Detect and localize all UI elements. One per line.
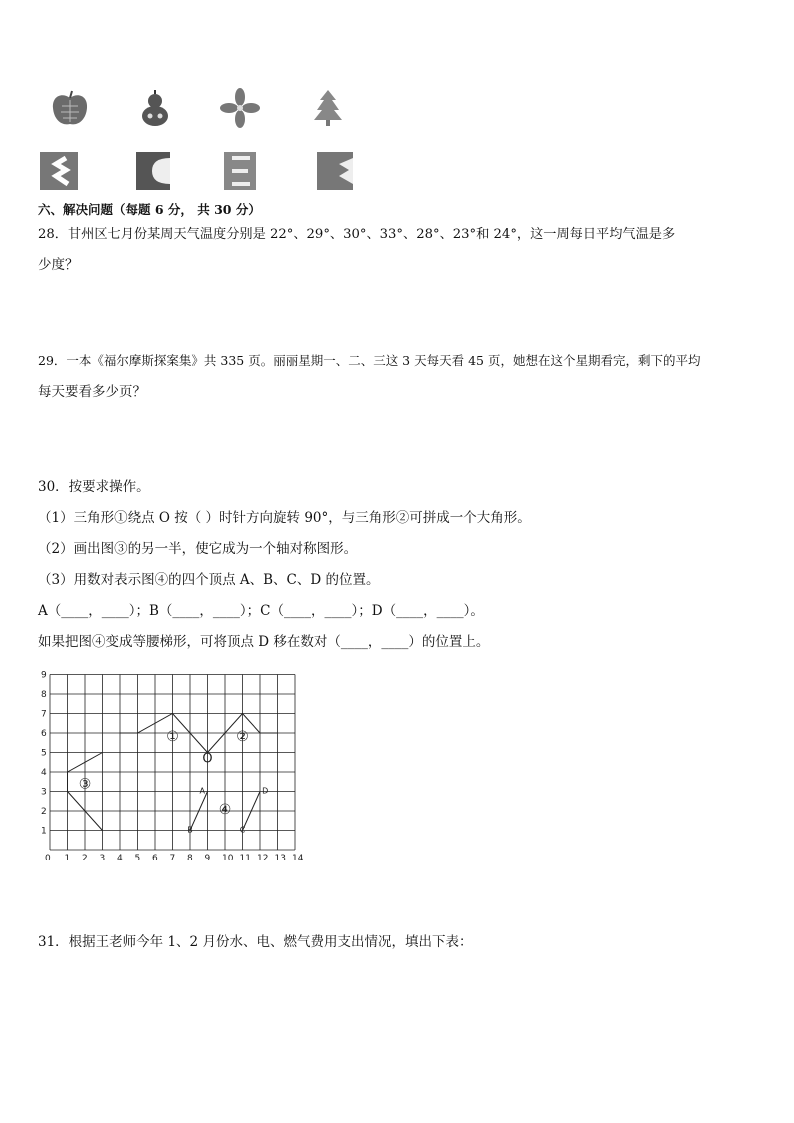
x-tick-label: 14 — [292, 854, 304, 860]
label-point-c: C — [239, 825, 246, 835]
coordinate-grid — [30, 660, 310, 860]
y-tick-label: 9 — [41, 670, 47, 681]
tree-icon — [306, 86, 350, 130]
y-tick-label: 2 — [41, 807, 47, 817]
x-tick-label: 7 — [169, 854, 176, 860]
q30-item1: （1）三角形①绕点 O 按（ ）时针方向旋转 90°，与三角形②可拼成一个大角形。 — [38, 510, 531, 526]
x-tick-label: 0 — [45, 854, 51, 860]
q30-item2: （2）画出图③的另一半，使它成为一个轴对称图形。 — [38, 541, 358, 557]
x-tick-label: 5 — [134, 854, 141, 860]
label-point-d: D — [262, 786, 269, 796]
paper-cut-c-icon — [130, 148, 174, 192]
flower-icon — [218, 86, 262, 130]
x-tick-label: 3 — [99, 854, 106, 860]
y-tick-label: 8 — [41, 690, 47, 700]
label-shape-4: ④ — [218, 801, 232, 818]
label-point-a: A — [199, 786, 205, 796]
apple-icon — [48, 86, 92, 130]
paper-cut-e2-icon — [220, 148, 264, 192]
x-tick-label: 13 — [274, 854, 286, 860]
y-tick-label: 6 — [41, 729, 47, 739]
label-shape-3: ③ — [78, 776, 92, 793]
q31-line1: 31．根据王老师今年 1、2 月份水、电、燃气费用支出情况，填出下表： — [38, 934, 473, 950]
q28-line2: 少度？ — [38, 257, 79, 273]
x-tick-label: 1 — [64, 854, 71, 860]
paper-cut-e3-icon — [313, 148, 357, 192]
x-tick-label: 12 — [257, 854, 269, 860]
section-title: 六、解决问题（每题 6 分， 共 30 分） — [38, 202, 261, 217]
label-shape-2: ② — [236, 728, 249, 745]
y-tick-label: 1 — [41, 826, 47, 837]
y-tick-label: 4 — [41, 768, 47, 778]
q30-item3: （3）用数对表示图④的四个顶点 A、B、C、D 的位置。 — [38, 572, 380, 588]
y-tick-label: 3 — [41, 787, 47, 798]
x-tick-label: 2 — [82, 854, 88, 860]
x-tick-label: 9 — [204, 854, 211, 860]
x-tick-label: 10 — [222, 854, 234, 860]
gourd-icon — [133, 86, 177, 130]
x-tick-label: 11 — [239, 854, 251, 860]
q29-line1: 29．一本《福尔摩斯探案集》共 335 页。丽丽星期一、二、三这 3 天每天看 45 页，她想在这个星期看完，剩下的平均 — [38, 353, 701, 368]
x-tick-label: 8 — [187, 854, 193, 860]
q30-blanks: A（____，____）；B（____，____）；C（____，____）；D（____，____）。 — [38, 603, 484, 619]
q28-line1: 28．甘州区七月份某周天气温度分别是 22°、29°、30°、33°、28°、23°和 24°，这一周每日平均气温是多 — [38, 227, 676, 242]
q30-item4: 如果把图④变成等腰梯形，可将顶点 D 移在数对（____，____）的位置上。 — [38, 634, 490, 650]
y-tick-label: 7 — [41, 709, 47, 720]
x-tick-label: 6 — [152, 854, 158, 860]
label-point-o: O — [202, 751, 213, 767]
label-shape-1: ① — [166, 728, 179, 745]
paper-cut-e-icon — [38, 148, 82, 192]
y-tick-label: 5 — [41, 748, 47, 759]
x-tick-label: 4 — [117, 854, 123, 860]
q29-line2: 每天要看多少页？ — [38, 384, 146, 400]
label-point-b: B — [187, 825, 193, 835]
q30-title: 30．按要求操作。 — [38, 479, 150, 495]
